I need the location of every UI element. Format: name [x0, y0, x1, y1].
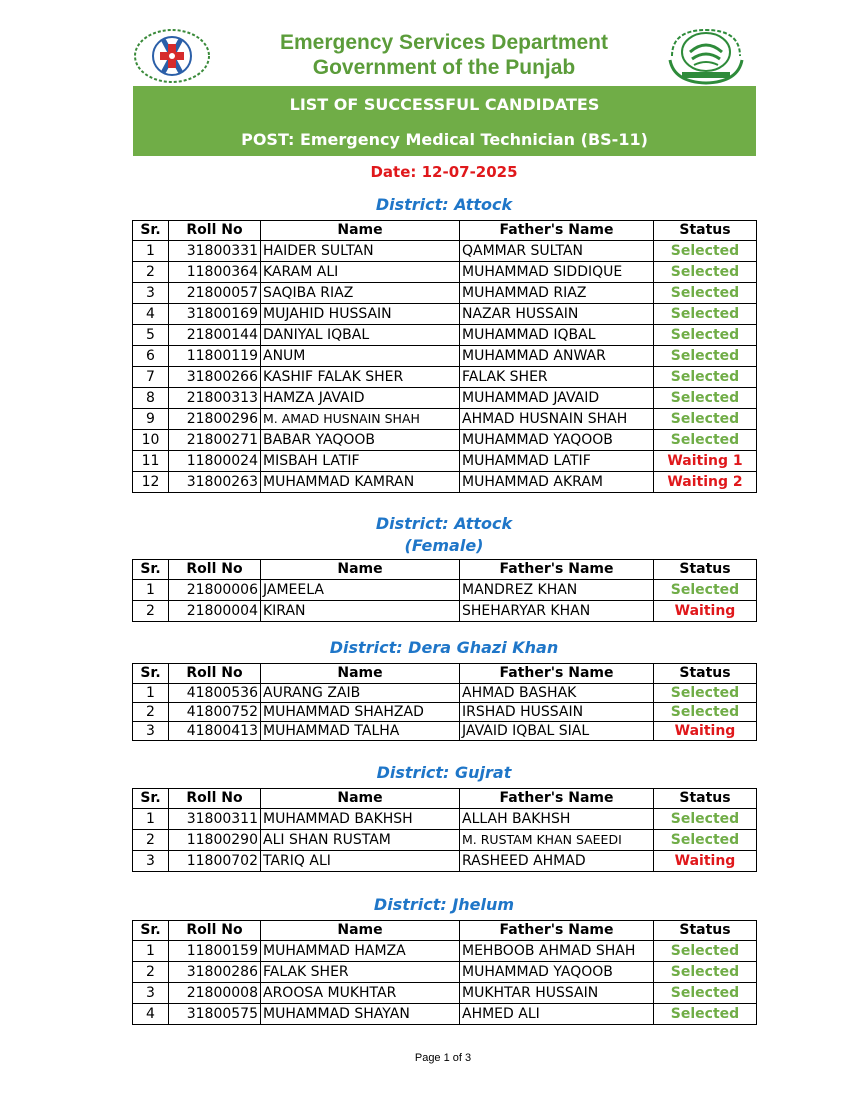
- cell-status: Selected: [654, 241, 757, 262]
- district-name: District: Gujrat: [376, 763, 512, 782]
- table-row: [133, 409, 757, 430]
- cell-name: MUHAMMAD SHAHZAD: [261, 703, 460, 722]
- cell-sr: 8: [133, 388, 169, 409]
- cell-roll: 21800006: [169, 580, 261, 601]
- cell-sr: 6: [133, 346, 169, 367]
- cell-name: MUJAHID HUSSAIN: [261, 304, 460, 325]
- candidates-table: [132, 559, 757, 622]
- table-row: [133, 830, 757, 851]
- department-name: [0, 30, 850, 80]
- table-row: [133, 941, 757, 962]
- column-header-name: Name: [261, 560, 460, 580]
- cell-father: IRSHAD HUSSAIN: [460, 703, 654, 722]
- district-subtitle: (Female): [404, 536, 484, 555]
- district-name: District: Attock: [375, 195, 513, 214]
- cell-father: MUKHTAR HUSSAIN: [460, 983, 654, 1004]
- cell-name: SAQIBA RIAZ: [261, 283, 460, 304]
- cell-father: MUHAMMAD JAVAID: [460, 388, 654, 409]
- table-row: [133, 472, 757, 493]
- cell-status: Selected: [654, 703, 757, 722]
- cell-roll: 11800290: [169, 830, 261, 851]
- cell-roll: 31800286: [169, 962, 261, 983]
- column-header-name: Name: [261, 221, 460, 241]
- cell-roll: 21800004: [169, 601, 261, 622]
- cell-status: Selected: [654, 1004, 757, 1025]
- column-header-status: Status: [654, 664, 757, 684]
- table-row: [133, 684, 757, 703]
- cell-status: Selected: [654, 983, 757, 1004]
- cell-name: JAMEELA: [261, 580, 460, 601]
- cell-status: Selected: [654, 809, 757, 830]
- column-header-sr: Sr.: [133, 560, 169, 580]
- cell-father: MANDREZ KHAN: [460, 580, 654, 601]
- district-name: District: Dera Ghazi Khan: [329, 638, 559, 657]
- table-header-row: [133, 664, 757, 684]
- cell-name: MUHAMMAD TALHA: [261, 722, 460, 741]
- post-title: POST: Emergency Medical Technician (BS-11): [241, 130, 648, 149]
- table-row: [133, 1004, 757, 1025]
- column-header-father: Father's Name: [460, 221, 654, 241]
- table-row: [133, 722, 757, 741]
- table-row: [133, 962, 757, 983]
- cell-sr: 1: [133, 580, 169, 601]
- list-title: LIST OF SUCCESSFUL CANDIDATES: [289, 95, 600, 114]
- title-banner: [133, 86, 756, 156]
- cell-name: ALI SHAN RUSTAM: [261, 830, 460, 851]
- cell-sr: 4: [133, 1004, 169, 1025]
- candidates-table: [132, 788, 757, 872]
- cell-father: MUHAMMAD LATIF: [460, 451, 654, 472]
- candidates-table: [132, 663, 757, 741]
- column-header-status: Status: [654, 560, 757, 580]
- table-row: [133, 703, 757, 722]
- column-header-father: Father's Name: [460, 560, 654, 580]
- cell-sr: 11: [133, 451, 169, 472]
- table-row: [133, 451, 757, 472]
- cell-roll: 31800169: [169, 304, 261, 325]
- cell-father: JAVAID IQBAL SIAL: [460, 722, 654, 741]
- column-header-roll: Roll No: [169, 789, 261, 809]
- cell-sr: 12: [133, 472, 169, 493]
- column-header-father: Father's Name: [460, 921, 654, 941]
- cell-roll: 11800702: [169, 851, 261, 872]
- cell-sr: 2: [133, 703, 169, 722]
- column-header-sr: Sr.: [133, 221, 169, 241]
- column-header-sr: Sr.: [133, 789, 169, 809]
- cell-sr: 3: [133, 722, 169, 741]
- cell-status: Selected: [654, 283, 757, 304]
- cell-name: MISBAH LATIF: [261, 451, 460, 472]
- cell-sr: 1: [133, 241, 169, 262]
- cell-roll: 21800296: [169, 409, 261, 430]
- cell-sr: 2: [133, 262, 169, 283]
- table-row: [133, 346, 757, 367]
- cell-father: M. RUSTAM KHAN SAEEDI: [460, 830, 654, 851]
- column-header-roll: Roll No: [169, 221, 261, 241]
- cell-status: Selected: [654, 388, 757, 409]
- district-title: [0, 513, 850, 557]
- cell-name: AURANG ZAIB: [261, 684, 460, 703]
- district-name: District: Attock: [375, 514, 513, 533]
- cell-father: RASHEED AHMAD: [460, 851, 654, 872]
- cell-name: KASHIF FALAK SHER: [261, 367, 460, 388]
- cell-sr: 2: [133, 962, 169, 983]
- cell-roll: 21800313: [169, 388, 261, 409]
- cell-father: MUHAMMAD AKRAM: [460, 472, 654, 493]
- column-header-father: Father's Name: [460, 664, 654, 684]
- cell-status: Selected: [654, 580, 757, 601]
- cell-roll: 11800364: [169, 262, 261, 283]
- table-row: [133, 430, 757, 451]
- cell-name: DANIYAL IQBAL: [261, 325, 460, 346]
- cell-roll: 11800119: [169, 346, 261, 367]
- cell-sr: 5: [133, 325, 169, 346]
- table-row: [133, 367, 757, 388]
- cell-status: Waiting 2: [654, 472, 757, 493]
- cell-status: Waiting: [654, 722, 757, 741]
- cell-name: MUHAMMAD SHAYAN: [261, 1004, 460, 1025]
- column-header-roll: Roll No: [169, 921, 261, 941]
- cell-name: HAIDER SULTAN: [261, 241, 460, 262]
- table-row: [133, 325, 757, 346]
- table-header-row: [133, 560, 757, 580]
- cell-name: KARAM ALI: [261, 262, 460, 283]
- cell-name: MUHAMMAD BAKHSH: [261, 809, 460, 830]
- cell-sr: 4: [133, 304, 169, 325]
- department-line-2: Government of the Punjab: [312, 56, 576, 79]
- column-header-sr: Sr.: [133, 664, 169, 684]
- cell-roll: 41800752: [169, 703, 261, 722]
- cell-roll: 31800575: [169, 1004, 261, 1025]
- cell-status: Selected: [654, 962, 757, 983]
- district-name: District: Jhelum: [373, 895, 515, 914]
- cell-name: ANUM: [261, 346, 460, 367]
- cell-father: AHMAD BASHAK: [460, 684, 654, 703]
- cell-name: KIRAN: [261, 601, 460, 622]
- cell-roll: 31800331: [169, 241, 261, 262]
- cell-sr: 9: [133, 409, 169, 430]
- cell-father: MUHAMMAD YAQOOB: [460, 430, 654, 451]
- page-number: Page 1 of 3: [414, 1052, 472, 1064]
- cell-roll: 31800266: [169, 367, 261, 388]
- table-row: [133, 241, 757, 262]
- cell-father: AHMAD HUSNAIN SHAH: [460, 409, 654, 430]
- cell-status: Selected: [654, 346, 757, 367]
- cell-status: Selected: [654, 325, 757, 346]
- table-header-row: [133, 789, 757, 809]
- cell-sr: 2: [133, 601, 169, 622]
- table-header-row: [133, 221, 757, 241]
- cell-roll: 31800311: [169, 809, 261, 830]
- cell-sr: 1: [133, 684, 169, 703]
- cell-father: ALLAH BAKHSH: [460, 809, 654, 830]
- table-row: [133, 601, 757, 622]
- cell-father: MUHAMMAD IQBAL: [460, 325, 654, 346]
- column-header-roll: Roll No: [169, 664, 261, 684]
- cell-sr: 3: [133, 283, 169, 304]
- cell-sr: 1: [133, 809, 169, 830]
- cell-status: Selected: [654, 430, 757, 451]
- cell-name: FALAK SHER: [261, 962, 460, 983]
- cell-roll: 21800271: [169, 430, 261, 451]
- district-title: [0, 637, 850, 659]
- district-title: [0, 762, 850, 784]
- page-header: [0, 0, 850, 181]
- cell-sr: 1: [133, 941, 169, 962]
- cell-name: BABAR YAQOOB: [261, 430, 460, 451]
- list-date: Date: 12-07-2025: [370, 163, 518, 181]
- table-row: [133, 983, 757, 1004]
- cell-father: AHMED ALI: [460, 1004, 654, 1025]
- column-header-father: Father's Name: [460, 789, 654, 809]
- district-title: [0, 194, 850, 216]
- cell-roll: 21800144: [169, 325, 261, 346]
- cell-roll: 21800008: [169, 983, 261, 1004]
- table-row: [133, 262, 757, 283]
- cell-sr: 3: [133, 983, 169, 1004]
- cell-father: SHEHARYAR KHAN: [460, 601, 654, 622]
- cell-roll: 41800413: [169, 722, 261, 741]
- cell-status: Waiting: [654, 601, 757, 622]
- cell-father: MUHAMMAD SIDDIQUE: [460, 262, 654, 283]
- table-row: [133, 304, 757, 325]
- cell-roll: 31800263: [169, 472, 261, 493]
- table-row: [133, 388, 757, 409]
- table-header-row: [133, 921, 757, 941]
- cell-status: Selected: [654, 304, 757, 325]
- cell-sr: 7: [133, 367, 169, 388]
- column-header-roll: Roll No: [169, 560, 261, 580]
- cell-name: HAMZA JAVAID: [261, 388, 460, 409]
- cell-status: Waiting 1: [654, 451, 757, 472]
- column-header-name: Name: [261, 664, 460, 684]
- table-row: [133, 283, 757, 304]
- cell-father: MUHAMMAD ANWAR: [460, 346, 654, 367]
- table-row: [133, 809, 757, 830]
- cell-status: Selected: [654, 941, 757, 962]
- cell-sr: 3: [133, 851, 169, 872]
- cell-father: MEHBOOB AHMAD SHAH: [460, 941, 654, 962]
- cell-name: MUHAMMAD KAMRAN: [261, 472, 460, 493]
- cell-roll: 21800057: [169, 283, 261, 304]
- cell-father: NAZAR HUSSAIN: [460, 304, 654, 325]
- cell-status: Selected: [654, 367, 757, 388]
- candidates-table: [132, 220, 757, 493]
- cell-name: AROOSA MUKHTAR: [261, 983, 460, 1004]
- table-row: [133, 851, 757, 872]
- cell-status: Waiting: [654, 851, 757, 872]
- district-title: [0, 894, 850, 916]
- cell-name: TARIQ ALI: [261, 851, 460, 872]
- department-line-1: Emergency Services Department: [280, 31, 608, 54]
- cell-status: Selected: [654, 409, 757, 430]
- candidates-table: [132, 920, 757, 1025]
- cell-status: Selected: [654, 262, 757, 283]
- column-header-status: Status: [654, 789, 757, 809]
- cell-status: Selected: [654, 830, 757, 851]
- cell-father: MUHAMMAD RIAZ: [460, 283, 654, 304]
- cell-name: M. AMAD HUSNAIN SHAH: [261, 409, 460, 430]
- cell-roll: 11800159: [169, 941, 261, 962]
- column-header-sr: Sr.: [133, 921, 169, 941]
- cell-roll: 41800536: [169, 684, 261, 703]
- cell-sr: 10: [133, 430, 169, 451]
- cell-roll: 11800024: [169, 451, 261, 472]
- cell-name: MUHAMMAD HAMZA: [261, 941, 460, 962]
- cell-status: Selected: [654, 684, 757, 703]
- table-row: [133, 580, 757, 601]
- column-header-status: Status: [654, 921, 757, 941]
- cell-sr: 2: [133, 830, 169, 851]
- column-header-status: Status: [654, 221, 757, 241]
- cell-father: FALAK SHER: [460, 367, 654, 388]
- cell-father: QAMMAR SULTAN: [460, 241, 654, 262]
- column-header-name: Name: [261, 789, 460, 809]
- cell-father: MUHAMMAD YAQOOB: [460, 962, 654, 983]
- column-header-name: Name: [261, 921, 460, 941]
